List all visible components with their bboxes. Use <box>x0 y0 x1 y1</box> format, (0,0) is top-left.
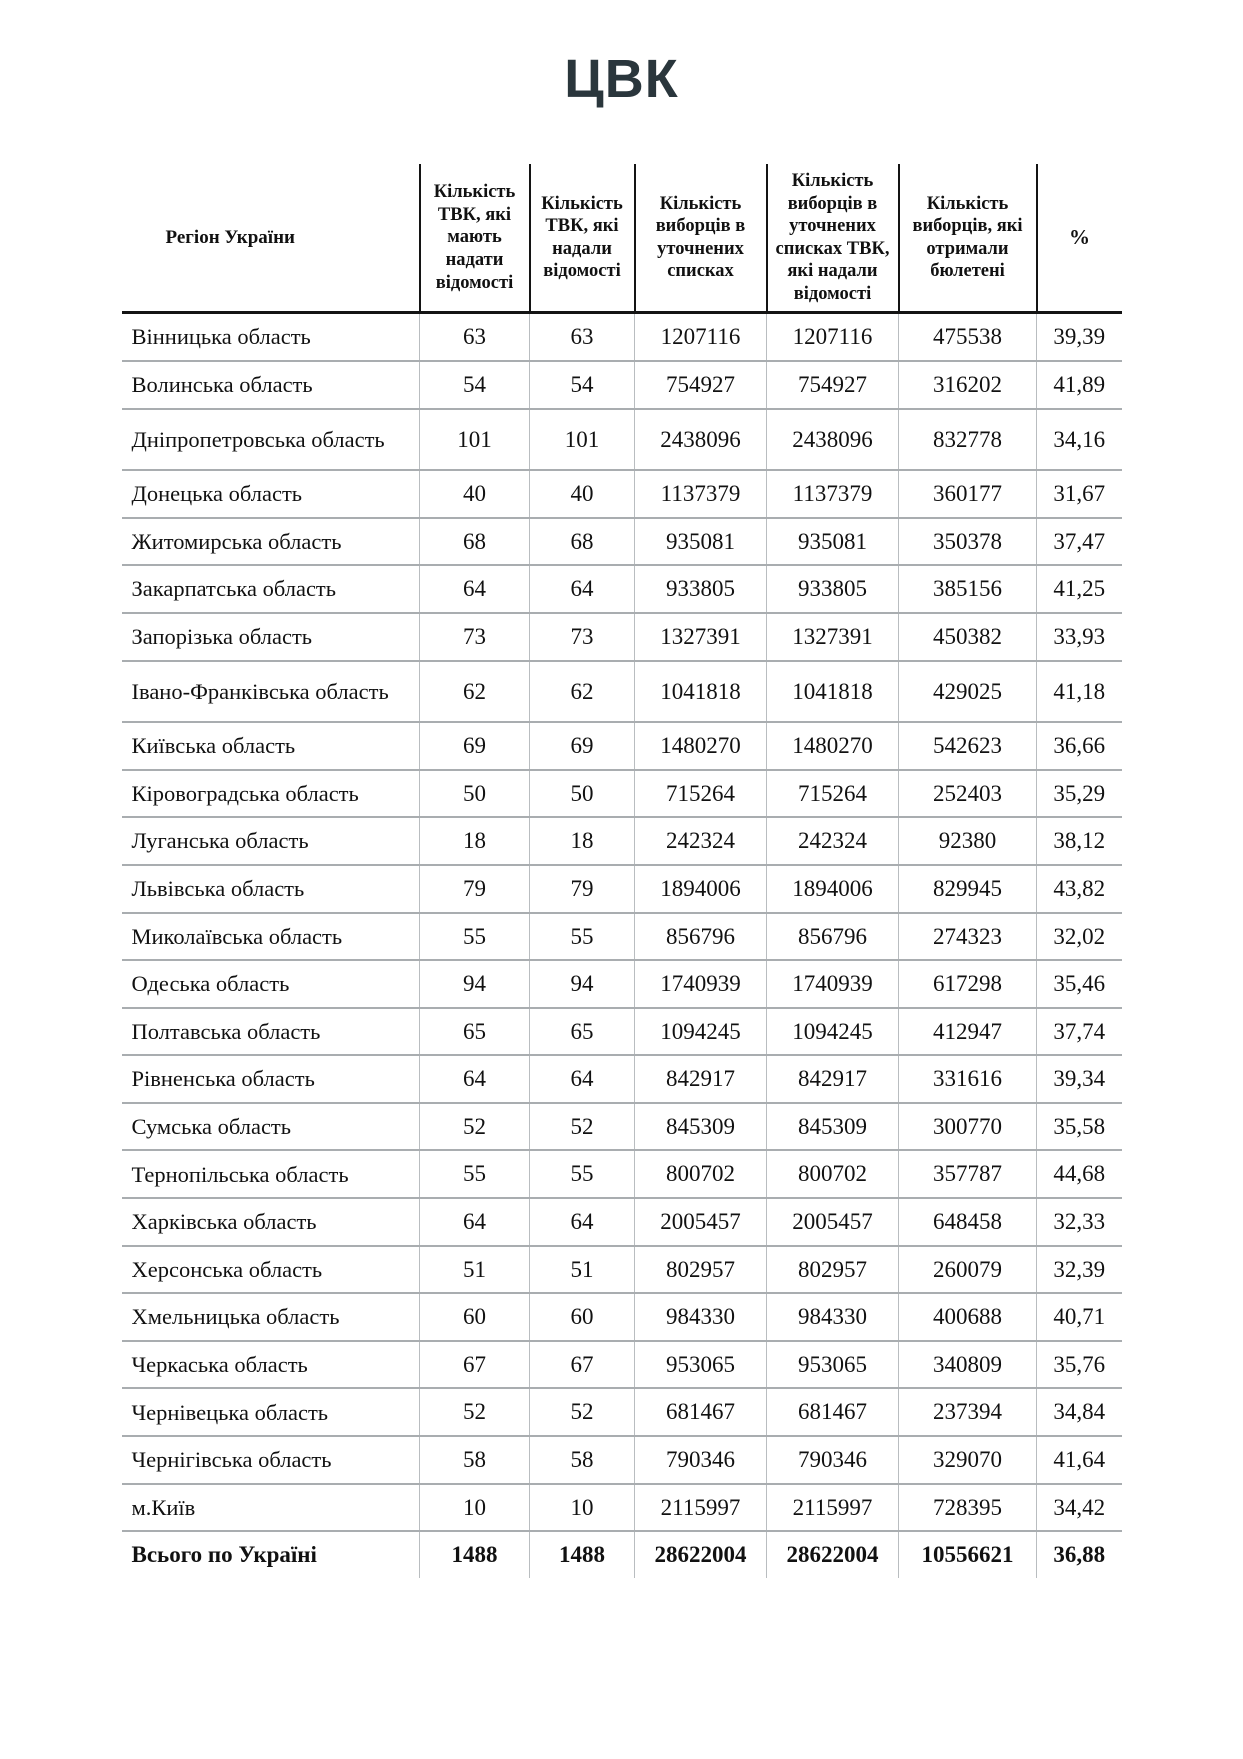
column-header-twk-required: Кількість ТВК, які мають надати відомості <box>420 164 530 313</box>
cell-twk-provided: 73 <box>530 613 635 661</box>
cell-twk-required: 52 <box>420 1103 530 1151</box>
cell-region: Тернопільська область <box>122 1150 420 1198</box>
cell-voters-lists: 1137379 <box>635 470 767 518</box>
cell-voters-lists-provided: 935081 <box>767 518 899 566</box>
cell-region: Київська область <box>122 722 420 770</box>
cell-voters-lists: 2438096 <box>635 409 767 471</box>
cell-voters-lists: 790346 <box>635 1436 767 1484</box>
cell-twk-required: 65 <box>420 1008 530 1056</box>
cell-region: Рівненська область <box>122 1055 420 1103</box>
cell-voters-lists-provided: 754927 <box>767 361 899 409</box>
cell-twk-provided: 64 <box>530 1198 635 1246</box>
column-header-percent: % <box>1037 164 1122 313</box>
cell-percent: 41,89 <box>1037 361 1122 409</box>
cell-ballots: 274323 <box>899 913 1037 961</box>
cell-voters-lists: 715264 <box>635 770 767 818</box>
cell-percent: 44,68 <box>1037 1150 1122 1198</box>
cell-twk-required: 67 <box>420 1341 530 1389</box>
cell-twk-required: 1488 <box>420 1531 530 1578</box>
cell-twk-provided: 55 <box>530 913 635 961</box>
table-row <box>122 361 1122 409</box>
cell-twk-required: 94 <box>420 960 530 1008</box>
cell-ballots: 92380 <box>899 817 1037 865</box>
cell-percent: 41,64 <box>1037 1436 1122 1484</box>
cell-percent: 43,82 <box>1037 865 1122 913</box>
cell-percent: 34,16 <box>1037 409 1122 471</box>
cell-ballots: 252403 <box>899 770 1037 818</box>
cell-voters-lists: 2115997 <box>635 1484 767 1532</box>
table-row <box>122 1388 1122 1436</box>
table-row <box>122 770 1122 818</box>
table-total-row <box>122 1531 1122 1578</box>
cell-region: Волинська область <box>122 361 420 409</box>
table-body <box>122 313 1122 1578</box>
cell-ballots: 412947 <box>899 1008 1037 1056</box>
cell-ballots: 475538 <box>899 313 1037 361</box>
cell-region: м.Київ <box>122 1484 420 1532</box>
table-row <box>122 1150 1122 1198</box>
cell-percent: 34,42 <box>1037 1484 1122 1532</box>
cell-voters-lists: 1327391 <box>635 613 767 661</box>
cell-voters-lists: 1740939 <box>635 960 767 1008</box>
cell-twk-provided: 69 <box>530 722 635 770</box>
cell-ballots: 648458 <box>899 1198 1037 1246</box>
cell-percent: 36,66 <box>1037 722 1122 770</box>
cell-twk-required: 69 <box>420 722 530 770</box>
cell-twk-required: 63 <box>420 313 530 361</box>
cell-region: Чернівецька область <box>122 1388 420 1436</box>
table-row <box>122 1198 1122 1246</box>
cell-percent: 38,12 <box>1037 817 1122 865</box>
cell-voters-lists: 1480270 <box>635 722 767 770</box>
cell-twk-required: 60 <box>420 1293 530 1341</box>
cell-percent: 31,67 <box>1037 470 1122 518</box>
cell-voters-lists-provided: 802957 <box>767 1246 899 1294</box>
cell-voters-lists-provided: 984330 <box>767 1293 899 1341</box>
cell-region: Одеська область <box>122 960 420 1008</box>
cell-percent: 41,25 <box>1037 565 1122 613</box>
cell-twk-required: 68 <box>420 518 530 566</box>
cell-region: Черкаська область <box>122 1341 420 1389</box>
cell-percent: 32,39 <box>1037 1246 1122 1294</box>
cell-twk-provided: 60 <box>530 1293 635 1341</box>
cell-twk-provided: 68 <box>530 518 635 566</box>
table-row <box>122 409 1122 471</box>
cell-voters-lists-provided: 681467 <box>767 1388 899 1436</box>
table-row <box>122 1246 1122 1294</box>
cell-voters-lists: 845309 <box>635 1103 767 1151</box>
cell-ballots: 400688 <box>899 1293 1037 1341</box>
cell-twk-required: 40 <box>420 470 530 518</box>
cell-voters-lists: 1894006 <box>635 865 767 913</box>
cell-ballots: 331616 <box>899 1055 1037 1103</box>
cell-region: Донецька область <box>122 470 420 518</box>
cell-region: Закарпатська область <box>122 565 420 613</box>
cell-percent: 40,71 <box>1037 1293 1122 1341</box>
table-row <box>122 1055 1122 1103</box>
cell-twk-provided: 62 <box>530 661 635 723</box>
cell-voters-lists-provided: 2005457 <box>767 1198 899 1246</box>
cell-twk-required: 58 <box>420 1436 530 1484</box>
cell-percent: 34,84 <box>1037 1388 1122 1436</box>
cell-region: Житомирська область <box>122 518 420 566</box>
cell-ballots: 832778 <box>899 409 1037 471</box>
cell-region: Хмельницька область <box>122 1293 420 1341</box>
table-header <box>122 164 1122 313</box>
cell-percent: 35,29 <box>1037 770 1122 818</box>
cell-twk-required: 55 <box>420 1150 530 1198</box>
cell-twk-required: 50 <box>420 770 530 818</box>
cell-voters-lists: 984330 <box>635 1293 767 1341</box>
cell-voters-lists-provided: 1480270 <box>767 722 899 770</box>
cell-region: Луганська область <box>122 817 420 865</box>
cell-twk-provided: 55 <box>530 1150 635 1198</box>
cell-voters-lists-provided: 842917 <box>767 1055 899 1103</box>
cell-twk-required: 64 <box>420 565 530 613</box>
cell-voters-lists: 1094245 <box>635 1008 767 1056</box>
cell-voters-lists: 856796 <box>635 913 767 961</box>
cell-voters-lists: 800702 <box>635 1150 767 1198</box>
cell-voters-lists-provided: 1894006 <box>767 865 899 913</box>
table-container <box>122 106 1122 1578</box>
cell-twk-required: 52 <box>420 1388 530 1436</box>
cell-ballots: 728395 <box>899 1484 1037 1532</box>
cell-twk-provided: 51 <box>530 1246 635 1294</box>
cell-ballots: 360177 <box>899 470 1037 518</box>
cell-voters-lists: 242324 <box>635 817 767 865</box>
cell-twk-provided: 54 <box>530 361 635 409</box>
cell-region: Вінницька область <box>122 313 420 361</box>
cell-voters-lists: 681467 <box>635 1388 767 1436</box>
cell-twk-provided: 101 <box>530 409 635 471</box>
cell-region: Львівська область <box>122 865 420 913</box>
cell-twk-provided: 79 <box>530 865 635 913</box>
table-row <box>122 470 1122 518</box>
table-row <box>122 613 1122 661</box>
cell-percent: 35,76 <box>1037 1341 1122 1389</box>
cell-twk-required: 10 <box>420 1484 530 1532</box>
cell-twk-provided: 52 <box>530 1388 635 1436</box>
cell-voters-lists: 2005457 <box>635 1198 767 1246</box>
cell-twk-required: 62 <box>420 661 530 723</box>
cell-voters-lists: 842917 <box>635 1055 767 1103</box>
cell-twk-required: 79 <box>420 865 530 913</box>
cell-twk-required: 64 <box>420 1055 530 1103</box>
cell-voters-lists: 28622004 <box>635 1531 767 1578</box>
cell-ballots: 340809 <box>899 1341 1037 1389</box>
table-header-row <box>122 164 1122 313</box>
table-row <box>122 1008 1122 1056</box>
cell-voters-lists-provided: 28622004 <box>767 1531 899 1578</box>
column-header-twk-provided: Кількість ТВК, які надали відомості <box>530 164 635 313</box>
cell-ballots: 10556621 <box>899 1531 1037 1578</box>
cell-ballots: 357787 <box>899 1150 1037 1198</box>
cell-twk-required: 18 <box>420 817 530 865</box>
cell-region: Миколаївська область <box>122 913 420 961</box>
cell-voters-lists: 1207116 <box>635 313 767 361</box>
cell-twk-provided: 1488 <box>530 1531 635 1578</box>
cell-twk-provided: 94 <box>530 960 635 1008</box>
page-title: ЦВК <box>564 49 679 109</box>
cell-region: Херсонська область <box>122 1246 420 1294</box>
cell-twk-provided: 67 <box>530 1341 635 1389</box>
cell-voters-lists-provided: 242324 <box>767 817 899 865</box>
cell-percent: 39,34 <box>1037 1055 1122 1103</box>
column-header-ballots: Кількість виборців, які отримали бюлетені <box>899 164 1037 313</box>
cell-region: Запорізька область <box>122 613 420 661</box>
cell-ballots: 329070 <box>899 1436 1037 1484</box>
cell-twk-required: 55 <box>420 913 530 961</box>
table-row <box>122 565 1122 613</box>
cell-voters-lists-provided: 800702 <box>767 1150 899 1198</box>
cell-twk-provided: 18 <box>530 817 635 865</box>
column-header-voters-lists-provided: Кількість виборців в уточнених списках ТВК, які надали відомості <box>767 164 899 313</box>
column-header-region: Регіон України <box>122 164 420 313</box>
cell-ballots: 542623 <box>899 722 1037 770</box>
cell-twk-required: 101 <box>420 409 530 471</box>
cell-twk-required: 73 <box>420 613 530 661</box>
table-row <box>122 817 1122 865</box>
cell-twk-provided: 64 <box>530 565 635 613</box>
table-row <box>122 1341 1122 1389</box>
cell-percent: 39,39 <box>1037 313 1122 361</box>
cell-region: Івано-Франківська область <box>122 661 420 723</box>
cell-region: Полтавська область <box>122 1008 420 1056</box>
table-row <box>122 518 1122 566</box>
cell-twk-provided: 50 <box>530 770 635 818</box>
cell-region: Дніпропетровська область <box>122 409 420 471</box>
cell-twk-provided: 10 <box>530 1484 635 1532</box>
cell-percent: 37,47 <box>1037 518 1122 566</box>
cell-percent: 36,88 <box>1037 1531 1122 1578</box>
cell-ballots: 350378 <box>899 518 1037 566</box>
cell-percent: 33,93 <box>1037 613 1122 661</box>
cell-ballots: 316202 <box>899 361 1037 409</box>
cell-percent: 32,02 <box>1037 913 1122 961</box>
cell-voters-lists-provided: 1207116 <box>767 313 899 361</box>
cell-ballots: 617298 <box>899 960 1037 1008</box>
cell-percent: 32,33 <box>1037 1198 1122 1246</box>
cell-voters-lists-provided: 2438096 <box>767 409 899 471</box>
cell-voters-lists-provided: 1137379 <box>767 470 899 518</box>
cell-voters-lists: 933805 <box>635 565 767 613</box>
cell-voters-lists-provided: 856796 <box>767 913 899 961</box>
cell-twk-required: 64 <box>420 1198 530 1246</box>
cell-twk-provided: 63 <box>530 313 635 361</box>
column-header-voters-lists: Кількість виборців в уточнених списках <box>635 164 767 313</box>
cvk-results-table <box>122 164 1122 1578</box>
cell-ballots: 237394 <box>899 1388 1037 1436</box>
table-row <box>122 1436 1122 1484</box>
cell-twk-provided: 64 <box>530 1055 635 1103</box>
cell-voters-lists-provided: 1740939 <box>767 960 899 1008</box>
title-container <box>0 0 1243 109</box>
cell-ballots: 829945 <box>899 865 1037 913</box>
cell-percent: 35,46 <box>1037 960 1122 1008</box>
table-row <box>122 722 1122 770</box>
cell-voters-lists: 953065 <box>635 1341 767 1389</box>
cell-voters-lists-provided: 953065 <box>767 1341 899 1389</box>
cell-voters-lists-provided: 715264 <box>767 770 899 818</box>
table-row <box>122 865 1122 913</box>
cell-voters-lists: 802957 <box>635 1246 767 1294</box>
cell-region: Всього по Україні <box>122 1531 420 1578</box>
cell-region: Харківська область <box>122 1198 420 1246</box>
cell-ballots: 385156 <box>899 565 1037 613</box>
cell-voters-lists: 1041818 <box>635 661 767 723</box>
cell-ballots: 450382 <box>899 613 1037 661</box>
cell-voters-lists-provided: 933805 <box>767 565 899 613</box>
cell-voters-lists-provided: 2115997 <box>767 1484 899 1532</box>
table-row <box>122 1103 1122 1151</box>
cell-voters-lists-provided: 790346 <box>767 1436 899 1484</box>
cell-percent: 35,58 <box>1037 1103 1122 1151</box>
table-row <box>122 913 1122 961</box>
cell-voters-lists-provided: 845309 <box>767 1103 899 1151</box>
cell-voters-lists: 754927 <box>635 361 767 409</box>
table-row <box>122 960 1122 1008</box>
table-row <box>122 661 1122 723</box>
cell-twk-provided: 52 <box>530 1103 635 1151</box>
cell-voters-lists-provided: 1041818 <box>767 661 899 723</box>
table-row <box>122 313 1122 361</box>
cell-region: Сумська область <box>122 1103 420 1151</box>
cell-voters-lists-provided: 1327391 <box>767 613 899 661</box>
cell-twk-provided: 58 <box>530 1436 635 1484</box>
cell-twk-provided: 65 <box>530 1008 635 1056</box>
table-row <box>122 1484 1122 1532</box>
cell-ballots: 300770 <box>899 1103 1037 1151</box>
table-row <box>122 1293 1122 1341</box>
cell-region: Чернігівська область <box>122 1436 420 1484</box>
cell-ballots: 429025 <box>899 661 1037 723</box>
cell-voters-lists: 935081 <box>635 518 767 566</box>
cell-ballots: 260079 <box>899 1246 1037 1294</box>
cell-region: Кіровоградська область <box>122 770 420 818</box>
cell-twk-required: 51 <box>420 1246 530 1294</box>
cell-percent: 41,18 <box>1037 661 1122 723</box>
cell-twk-provided: 40 <box>530 470 635 518</box>
cell-percent: 37,74 <box>1037 1008 1122 1056</box>
cell-twk-required: 54 <box>420 361 530 409</box>
cell-voters-lists-provided: 1094245 <box>767 1008 899 1056</box>
